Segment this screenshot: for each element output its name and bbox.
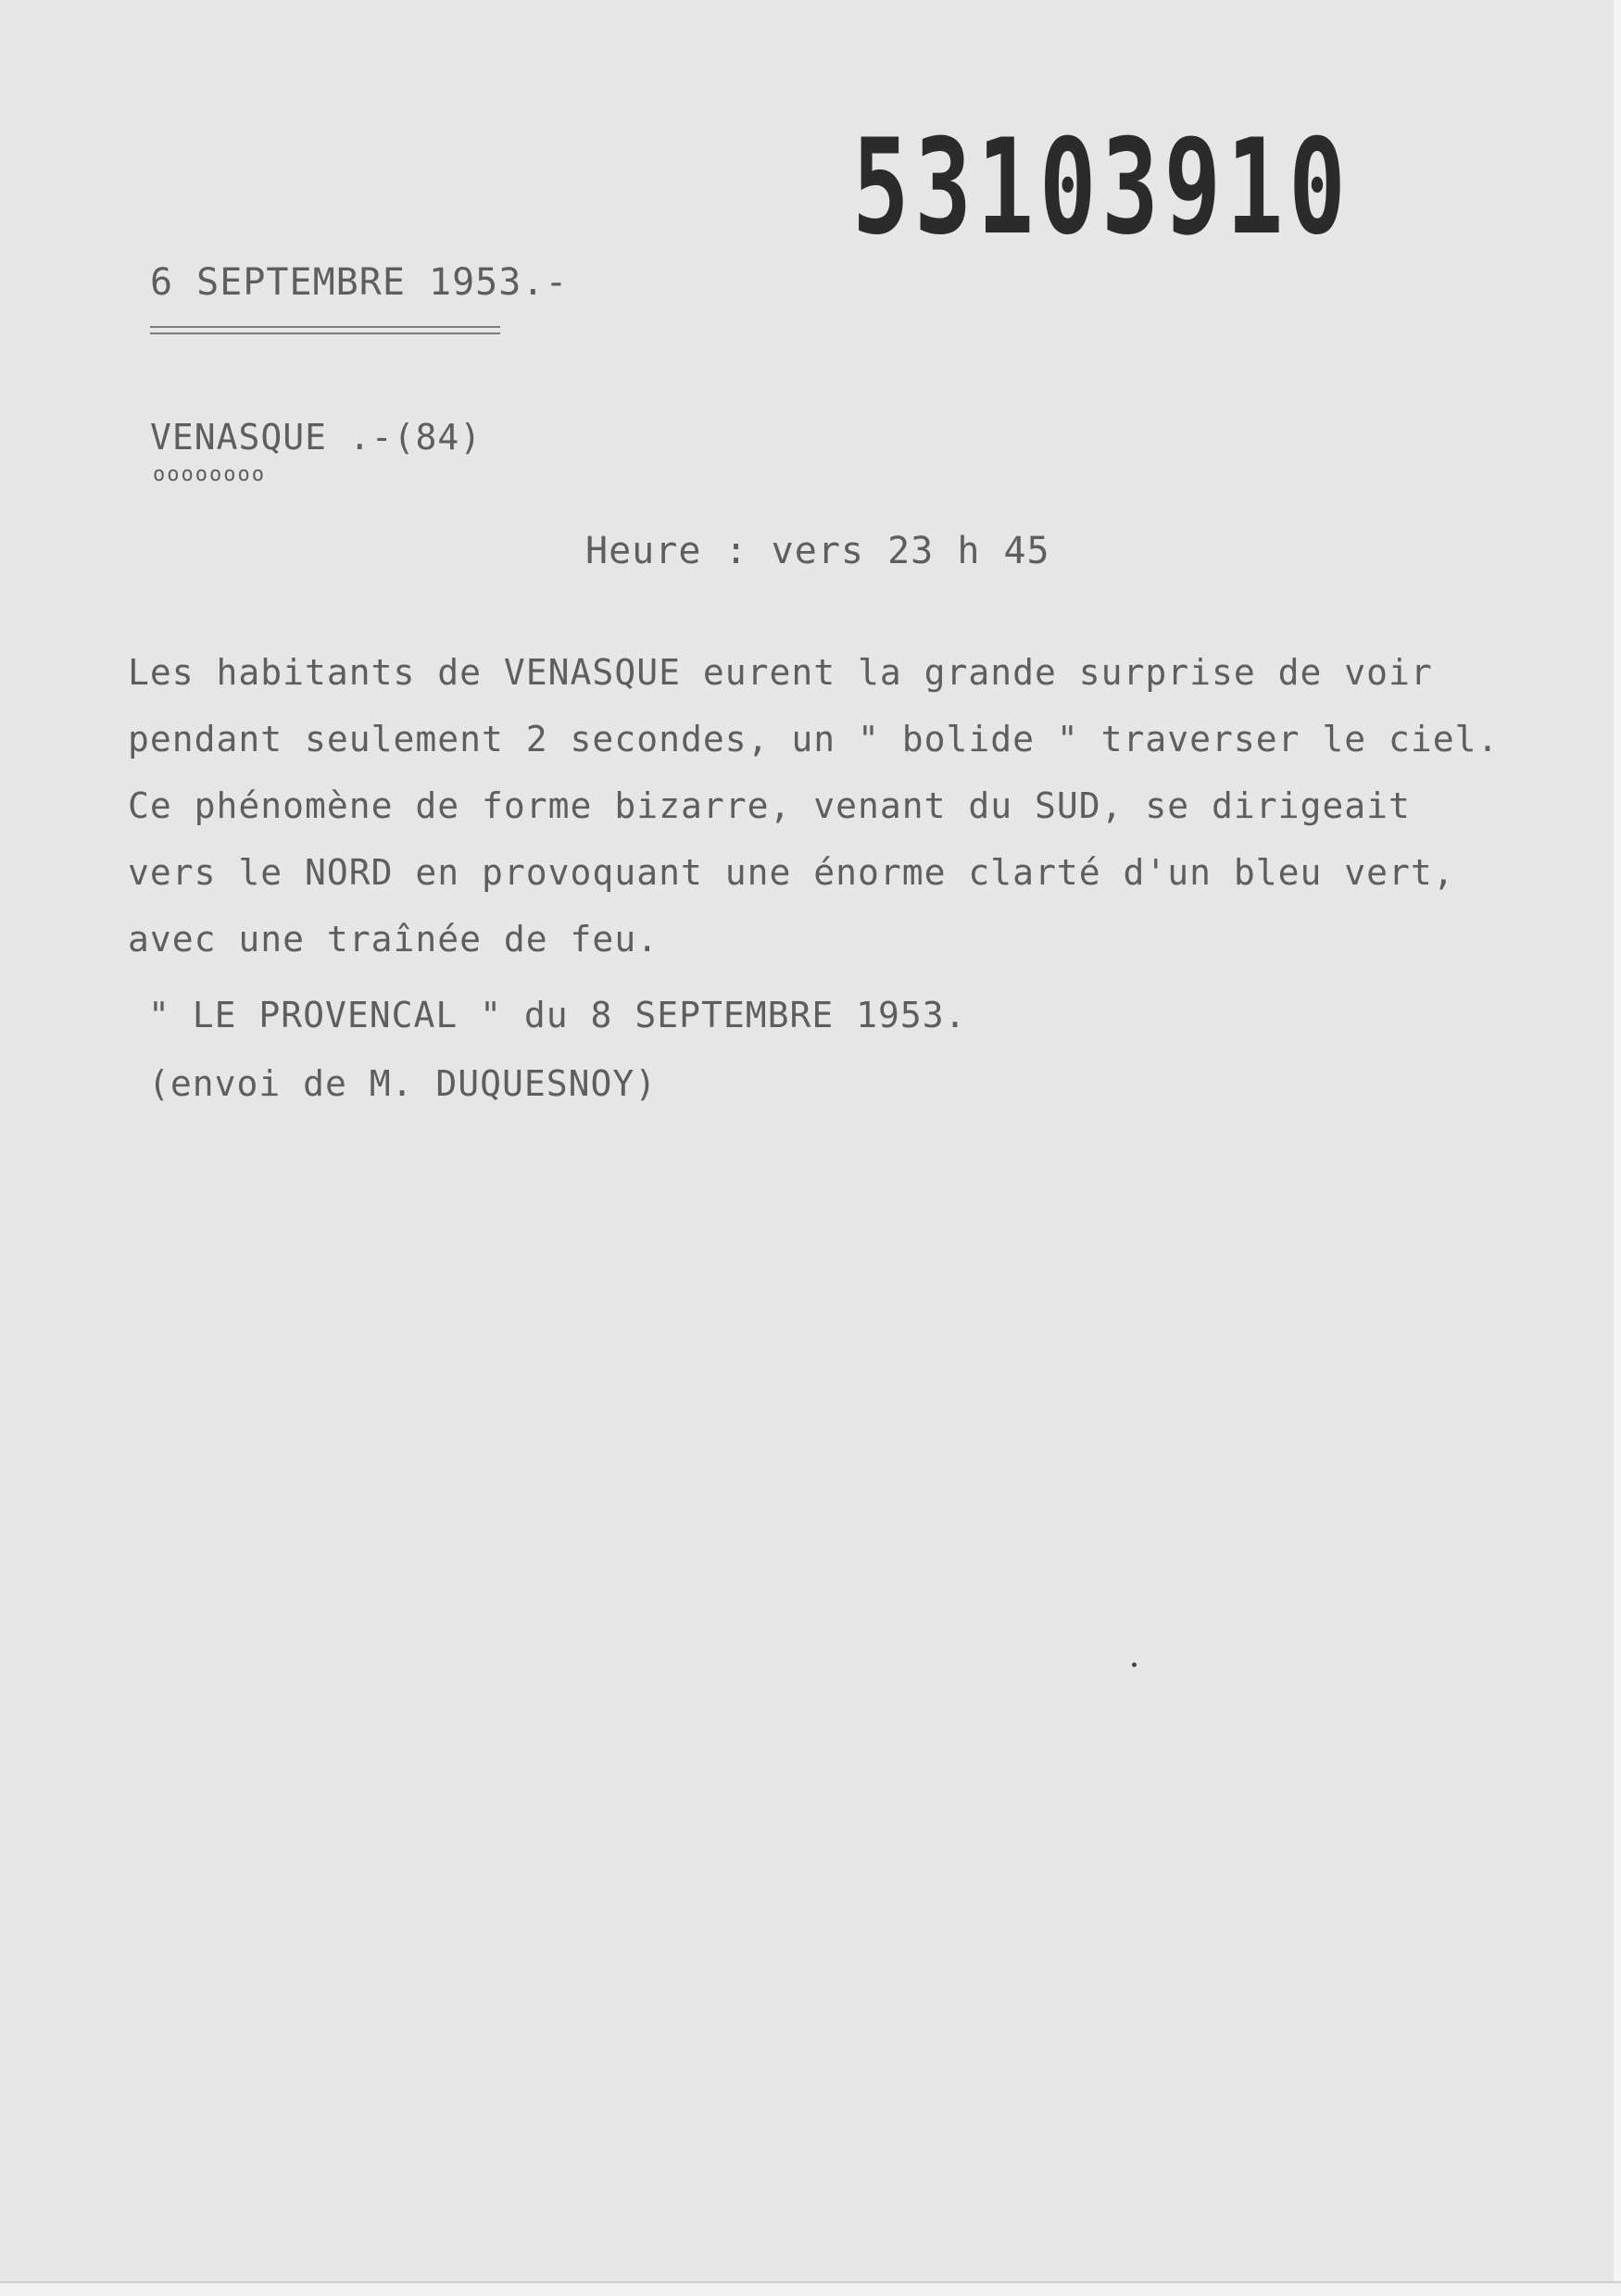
date-underline — [150, 326, 500, 334]
hour-line: Heure : vers 23 h 45 — [585, 530, 1050, 572]
place-underline-ornament: oooooooo — [153, 463, 266, 486]
body-line: avec une traînée de feu. — [128, 919, 660, 960]
source-citation: " LE PROVENCAL " du 8 SEPTEMBRE 1953. — [148, 995, 967, 1035]
reference-number-stamp: 53103910 — [852, 111, 1351, 264]
sender-note: (envoi de M. DUQUESNOY) — [148, 1063, 658, 1104]
scan-edge — [1614, 0, 1621, 2296]
body-line: Les habitants de VENASQUE eurent la grande surprise de voir — [128, 652, 1433, 693]
report-date: 6 SEPTEMBRE 1953.- — [150, 261, 569, 304]
body-line: Ce phénomène de forme bizarre, venant du SUD, se dirigeait — [128, 785, 1411, 826]
place-heading: VENASQUE .-(84) — [150, 417, 483, 458]
body-line: vers le NORD en provoquant une énorme clarté d'un bleu vert, — [128, 852, 1455, 893]
paper-speck — [1132, 1662, 1137, 1667]
body-line: pendant seulement 2 secondes, un " bolide " traverser le ciel. — [128, 719, 1500, 759]
report-body — [128, 639, 1499, 972]
bottom-scan-edge — [0, 2281, 1621, 2296]
